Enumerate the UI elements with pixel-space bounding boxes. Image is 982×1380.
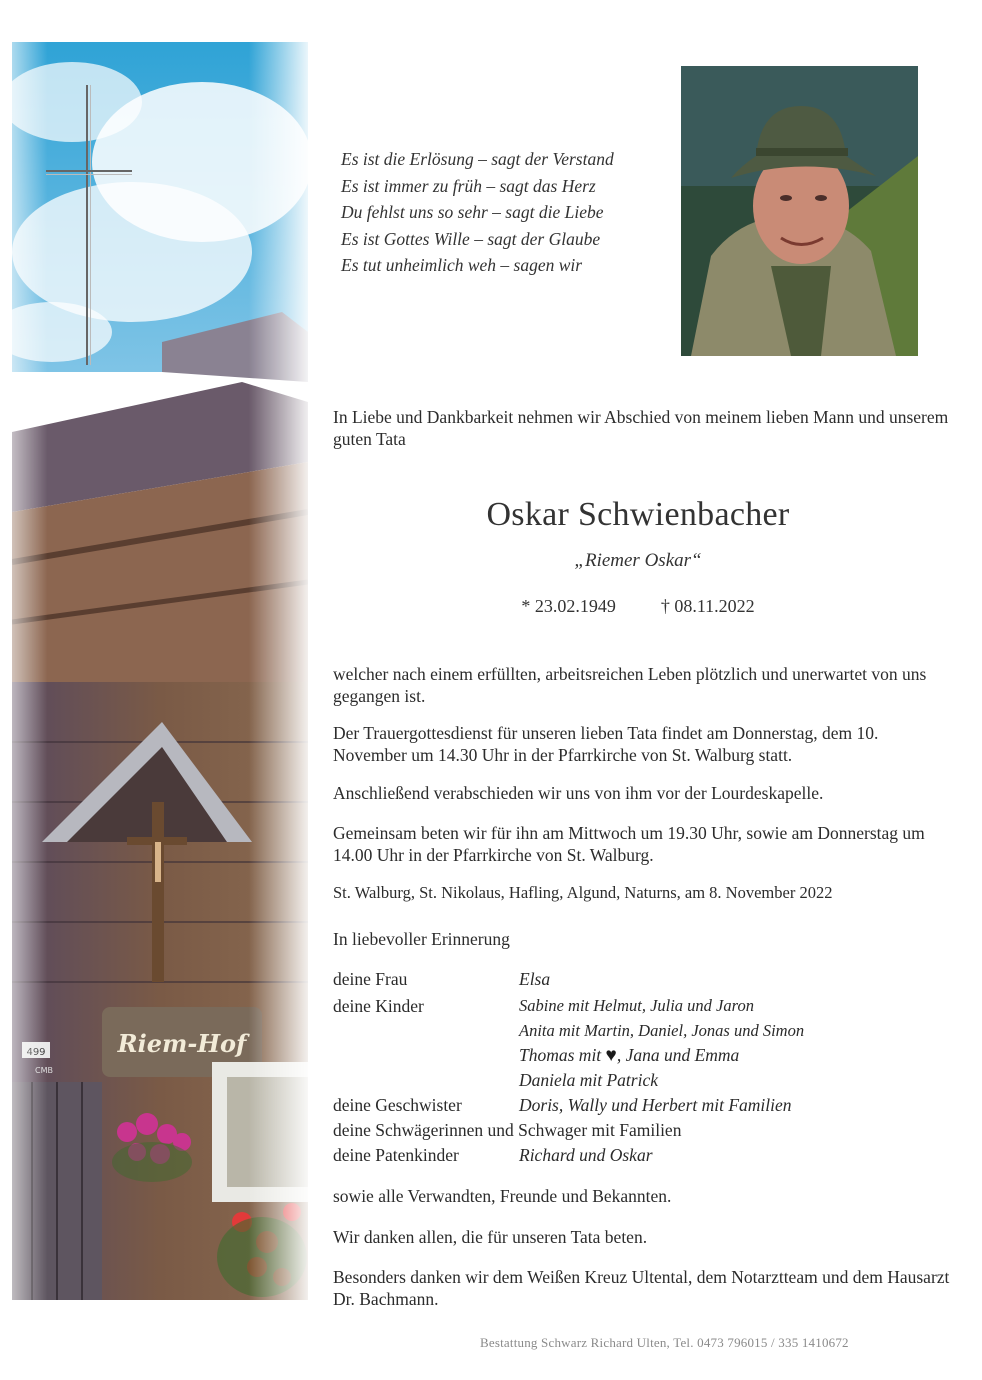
child-entry: Sabine mit Helmut, Julia und Jaron (519, 996, 754, 1015)
poem (341, 146, 671, 279)
special-thanks-text: Besonders danken wir dem Weißen Kreuz Ultental, dem Notarztteam und dem Hausarzt Dr. Bachmann. (333, 1267, 950, 1309)
poem-line: Es ist die Erlösung – sagt der Verstand (341, 149, 614, 169)
birth-date: * 23.02.1949 (521, 596, 616, 616)
poem-line: Es tut unheimlich weh – sagen wir (341, 255, 583, 276)
passing-text: welcher nach einem erfüllten, arbeitsreichen Leben plötzlich und unerwartet von uns gegangen ist. (333, 664, 927, 706)
wife-names: Elsa (519, 969, 551, 989)
deceased-name: Oskar Schwienbacher (486, 496, 790, 533)
siblings-label: deine Geschwister (333, 1095, 462, 1115)
intro-text: In Liebe und Dankbarkeit nehmen wir Abschied von meinem lieben Mann und unserem guten Tata (333, 407, 949, 449)
funeral-home-footer: Bestattung Schwarz Richard Ulten, Tel. 0473 796015 / 335 1410672 (480, 1335, 849, 1350)
thanks-line: Wir danken allen, die für unseren Tata beten. (333, 1227, 648, 1247)
place-date-line: St. Walburg, St. Nikolaus, Hafling, Algund, Naturns, am 8. November 2022 (333, 883, 833, 902)
siblings-names: Doris, Wally und Herbert mit Familien (519, 1095, 792, 1115)
child-entry: Anita mit Martin, Daniel, Jonas und Simon (519, 1021, 805, 1040)
nickname: „Riemer Oskar“ (574, 550, 702, 571)
farewell-text: Anschließend verabschieden wir uns von ihm vor der Lourdeskapelle. (333, 783, 824, 803)
godchildren-names: Richard und Oskar (519, 1145, 653, 1165)
relatives-line: sowie alle Verwandten, Freunde und Bekannten. (333, 1186, 672, 1206)
child-entry: Daniela mit Patrick (519, 1070, 659, 1090)
prayer-text: Gemeinsam beten wir für ihn am Mittwoch um 19.30 Uhr, sowie am Donnerstag um 14.00 Uhr in der Pfarrkirche von St. Walburg. (333, 823, 925, 865)
remembrance-line: In liebevoller Erinnerung (333, 929, 510, 949)
wife-label: deine Frau (333, 969, 408, 989)
portrait-photo (681, 66, 918, 356)
poem-line: Du fehlst uns so sehr – sagt die Liebe (341, 202, 604, 223)
life-dates (333, 594, 943, 618)
poem-line: Es ist immer zu früh – sagt das Herz (341, 175, 596, 196)
heart-icon: ♥ (605, 1045, 617, 1066)
godchildren-label: deine Patenkinder (333, 1145, 459, 1165)
child-entry: Thomas mit ♥, Jana und Emma (519, 1045, 740, 1066)
funeral-service-text: Der Trauergottesdienst für unseren lieben Tata findet am Donnerstag, dem 10. November um 14.30 Uhr in der Pfarrkirche von St. Walburg statt. (333, 723, 879, 765)
children-label: deine Kinder (333, 996, 424, 1016)
poem-line: Es ist Gottes Wille – sagt der Glaube (341, 228, 601, 249)
inlaws-line: deine Schwägerinnen und Schwager mit Familien (333, 1120, 682, 1140)
cross-icon (40, 80, 140, 370)
death-date: † 08.11.2022 (660, 596, 755, 616)
